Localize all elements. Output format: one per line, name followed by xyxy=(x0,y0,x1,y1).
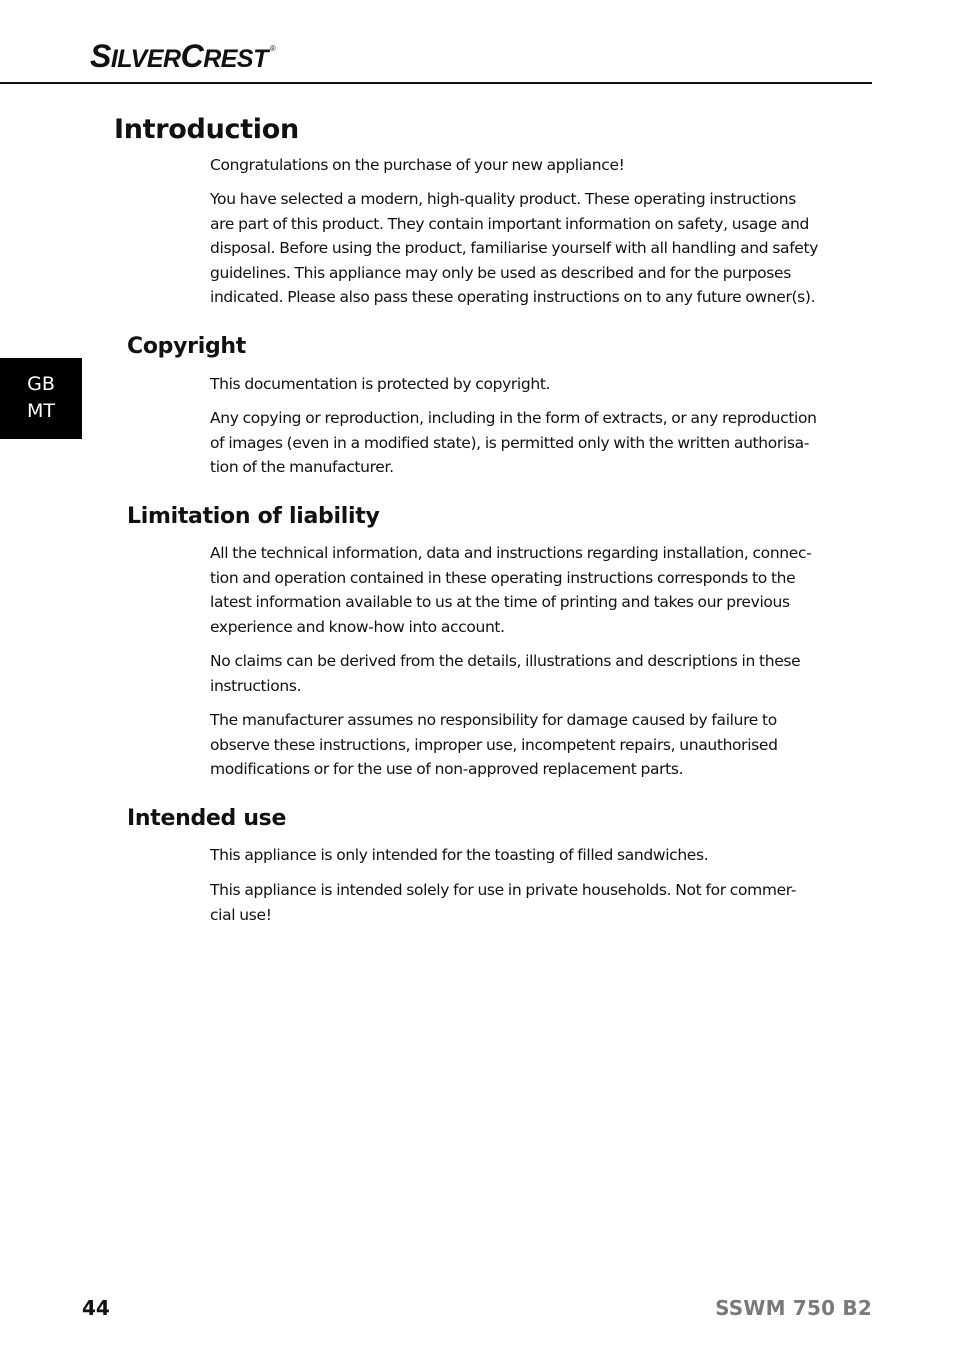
text-line: The manufacturer assumes no responsibility for damage caused by failure to xyxy=(210,711,777,729)
text-line: instructions. xyxy=(210,676,302,695)
text-line: tion and operation contained in these operating instructions corresponds to the xyxy=(210,568,796,587)
text-line: tion of the manufacturer. xyxy=(210,458,394,477)
liability-paragraph-3 xyxy=(210,708,850,782)
introduction-paragraph-1 xyxy=(210,153,850,178)
liability-paragraph-2 xyxy=(210,649,850,698)
intended-use-heading: Intended use xyxy=(127,806,287,831)
introduction-heading: Introduction xyxy=(114,114,299,145)
copyright-paragraph-1 xyxy=(210,372,850,397)
text-line: disposal. Before using the product, familiarise yourself with all handling and safety xyxy=(210,239,819,258)
language-code-gb: GB xyxy=(27,373,55,395)
text-line: cial use! xyxy=(210,905,272,924)
text-line: experience and know-how into account. xyxy=(210,617,505,636)
text-line: guidelines. This appliance may only be used as described and for the purposes xyxy=(210,263,791,282)
model-number: SSWM 750 B2 xyxy=(715,1296,872,1320)
language-tab xyxy=(0,358,82,439)
liability-paragraph-1 xyxy=(210,541,850,639)
introduction-paragraph-2 xyxy=(210,187,850,310)
logo-letters-ilver: ILVER xyxy=(110,45,181,73)
text-line: All the technical information, data and instructions regarding installation, connec- xyxy=(210,544,812,562)
logo-letters-rest: REST xyxy=(203,45,268,73)
logo-letter-c: C xyxy=(180,38,204,74)
silvercrest-logo xyxy=(90,38,276,75)
language-code-mt: MT xyxy=(27,400,55,422)
copyright-paragraph-2 xyxy=(210,406,850,480)
intended-use-paragraph-2 xyxy=(210,878,850,927)
header-rule xyxy=(0,82,872,84)
intended-use-paragraph-1 xyxy=(210,843,850,868)
text-line: This appliance is intended solely for use in private households. Not for commer- xyxy=(210,881,797,899)
logo-letter-s: S xyxy=(90,38,111,74)
copyright-heading: Copyright xyxy=(127,334,246,359)
text-line: of images (even in a modified state), is permitted only with the written authorisa- xyxy=(210,433,809,452)
page-number: 44 xyxy=(82,1296,110,1320)
text-line: modifications or for the use of non-approved replacement parts. xyxy=(210,760,684,779)
text-line: Any copying or reproduction, including in the form of extracts, or any reproduction xyxy=(210,409,817,427)
text-line: latest information available to us at the time of printing and takes our previous xyxy=(210,593,790,612)
text-line: indicated. Please also pass these operating instructions on to any future owner(s). xyxy=(210,288,816,307)
text-line: observe these instructions, improper use, incompetent repairs, unauthorised xyxy=(210,735,778,754)
text-line: This appliance is only intended for the toasting of filled sandwiches. xyxy=(210,846,709,864)
text-line: No claims can be derived from the details, illustrations and descriptions in these xyxy=(210,652,801,670)
text-line: This documentation is protected by copyright. xyxy=(210,375,551,393)
text-line: Congratulations on the purchase of your new appliance! xyxy=(210,156,625,174)
text-line: are part of this product. They contain important information on safety, usage and xyxy=(210,214,809,233)
liability-heading: Limitation of liability xyxy=(127,504,380,529)
registered-mark: ® xyxy=(269,44,276,53)
text-line: You have selected a modern, high-quality product. These operating instructions xyxy=(210,190,796,208)
